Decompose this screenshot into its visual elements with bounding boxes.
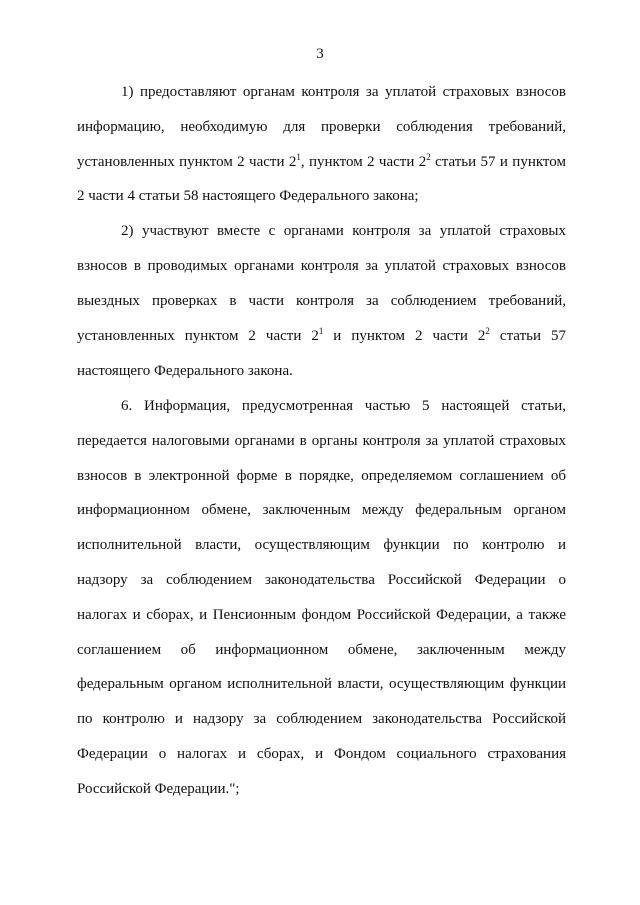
item-2-line-4-part-b: и пунктом 2 части 2 xyxy=(323,328,486,344)
page-number: 3 xyxy=(316,46,324,62)
section-6-line-4: информационном обмене, заключенным между федеральным органом xyxy=(77,502,566,518)
superscript: 2 xyxy=(426,152,431,162)
section-6-line-7: налогах и сборах, и Пенсионным фондом Российской Федерации, а также xyxy=(77,607,566,623)
section-6-line-5: исполнительной власти, осуществляющим функции по контролю и xyxy=(77,537,566,553)
item-1-line-1: 1) предоставляют органам контроля за уплатой страховых взносов xyxy=(121,84,566,100)
item-1-line-3-part-a: установленных пунктом 2 части 2 xyxy=(77,154,297,170)
item-1-line-3-part-b: , пунктом 2 части 2 xyxy=(300,154,427,170)
item-1-line-3-part-c: статьи 57 и пунктом xyxy=(430,154,566,170)
item-2-line-1: 2) участвуют вместе с органами контроля за уплатой страховых xyxy=(121,223,566,239)
item-1-line-3 xyxy=(77,152,566,172)
superscript: 1 xyxy=(318,326,324,336)
section-6-line-12: Российской Федерации."; xyxy=(77,781,240,797)
section-6-line-6: надзору за соблюдением законодательства Российской Федерации о xyxy=(77,572,566,588)
section-6-line-1: 6. Информация, предусмотренная частью 5 настоящей статьи, xyxy=(121,398,566,414)
item-1-line-2: информацию, необходимую для проверки соблюдения требований, xyxy=(77,119,566,135)
section-6-line-11: Федерации о налогах и сборах, и Фондом социального страхования xyxy=(77,746,566,762)
section-6-line-2: передается налоговыми органами в органы контроля за уплатой страховых xyxy=(77,433,566,449)
section-6-line-8: соглашением об информационном обмене, заключенным между xyxy=(77,642,566,658)
item-2-line-4-part-a: установленных пунктом 2 части 2 xyxy=(77,328,319,344)
superscript: 2 xyxy=(485,326,490,336)
item-2-line-4-part-c: статьи 57 xyxy=(489,328,566,344)
section-6-line-9: федеральным органом исполнительной власти, осуществляющим функции xyxy=(77,676,566,692)
item-2-line-4 xyxy=(77,326,566,346)
item-2-line-2: взносов в проводимых органами контроля за уплатой страховых взносов xyxy=(77,258,566,274)
item-2-line-3: выездных проверках в части контроля за соблюдением требований, xyxy=(77,293,566,309)
section-6-line-3: взносов в электронной форме в порядке, определяемом соглашением об xyxy=(77,468,566,484)
section-6-line-10: по контролю и надзору за соблюдением законодательства Российской xyxy=(77,711,566,727)
item-2-line-5: настоящего Федерального закона. xyxy=(77,363,293,379)
superscript: 1 xyxy=(296,152,301,162)
item-1-line-4: 2 части 4 статьи 58 настоящего Федерального закона; xyxy=(77,188,419,204)
